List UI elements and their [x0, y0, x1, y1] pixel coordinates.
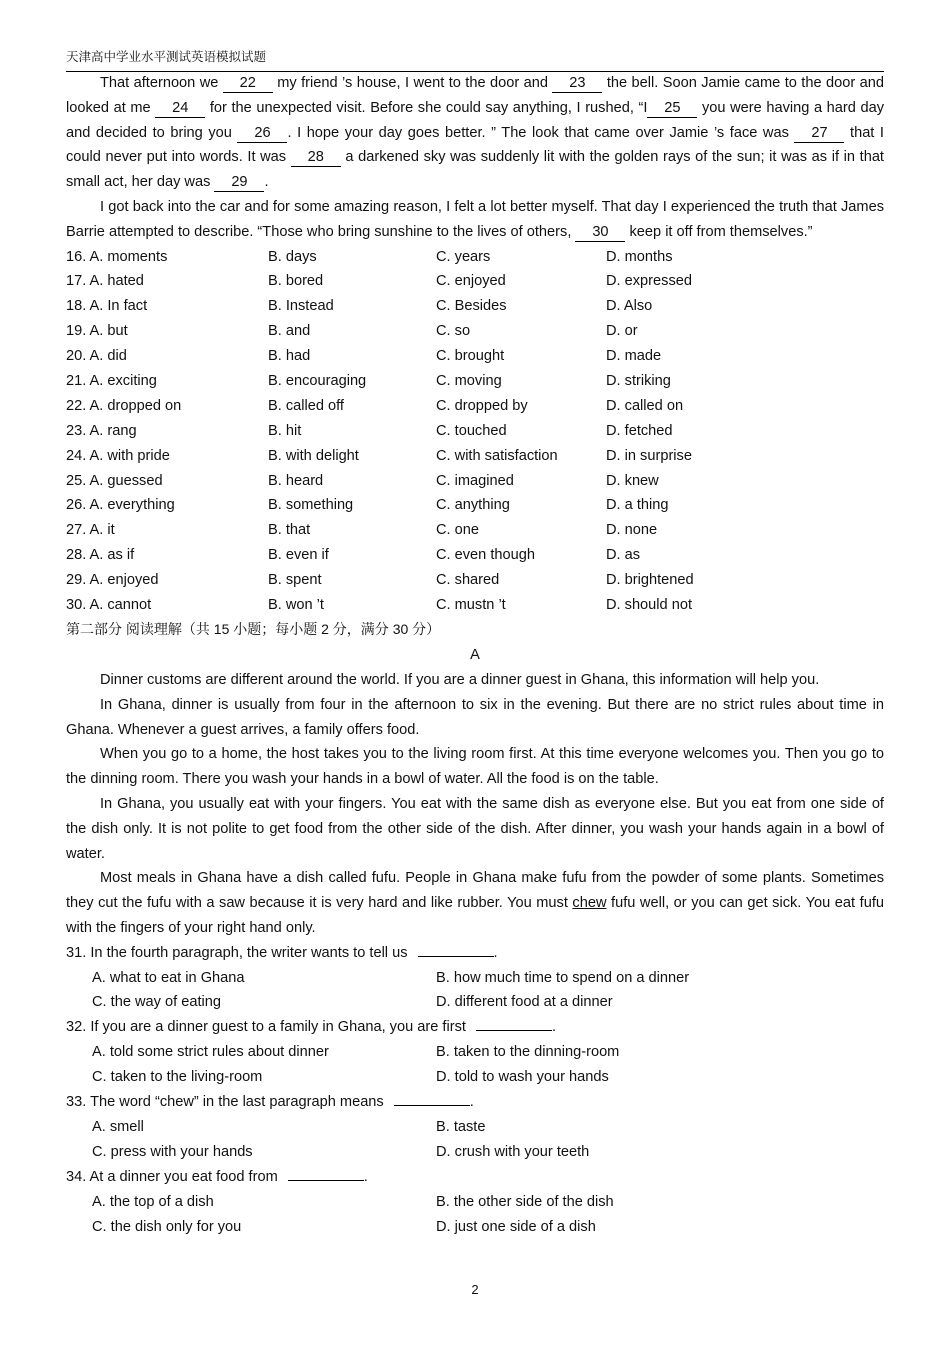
options-row [66, 1040, 884, 1065]
option-d: D. in surprise [606, 447, 692, 464]
option-a: A. the top of a dish [92, 1193, 214, 1210]
blank-27: 27 [794, 124, 844, 143]
reading-paragraph-1: Dinner customs are different around the world. If you are a dinner guest in Ghana, this information will help you. [100, 671, 820, 688]
option-b: B. the other side of the dish [436, 1193, 614, 1210]
choice-row [66, 269, 884, 294]
option-d: D. none [606, 522, 658, 539]
option-d: D. fetched [606, 422, 673, 439]
option-b: B. that [268, 522, 311, 539]
passage-label: A [470, 646, 480, 663]
option-a: 29. A. enjoyed [66, 572, 159, 589]
text-run: my friend ’s house, I went to the door and [272, 75, 553, 91]
option-b: B. and [268, 323, 311, 340]
page-header: 天津高中学业水平测试英语模拟试题 [66, 47, 884, 72]
blank-25: 25 [647, 99, 697, 118]
option-d: D. months [606, 248, 673, 265]
option-b: B. won ’t [268, 597, 324, 614]
text-run: . [264, 174, 269, 191]
option-b: B. even if [268, 547, 329, 564]
option-a: A. what to eat in Ghana [92, 969, 245, 986]
choice-row [66, 319, 884, 344]
text-run: keep it off from themselves.” [625, 223, 813, 240]
option-b: B. with delight [268, 447, 359, 464]
text-run: I got back into the car and for some amazing reason, I felt a lot better myself. That day I experienced the truth that James Barrie attempted to describe. “Those who bring sunshine to the lives of others, [66, 198, 884, 240]
choice-row [66, 344, 884, 369]
options-row [66, 1115, 884, 1140]
text-run: That afternoon we [100, 75, 223, 91]
option-b: B. taken to the dinning-room [436, 1044, 620, 1061]
option-a: A. smell [92, 1118, 144, 1135]
option-a: 19. A. but [66, 323, 128, 340]
options-row [66, 966, 884, 991]
option-b: B. days [268, 248, 317, 265]
option-b: B. encouraging [268, 373, 367, 390]
choice-row [66, 469, 884, 494]
option-b: B. heard [268, 472, 324, 489]
question-text: 33. The word “chew” in the last paragraph means [66, 1094, 384, 1111]
option-c: C. one [436, 522, 479, 539]
option-d: D. just one side of a dish [436, 1218, 596, 1235]
answer-blank [418, 942, 494, 957]
choice-row [66, 294, 884, 319]
cloze-paragraph-1 [66, 71, 884, 195]
question-text: 34. At a dinner you eat food from [66, 1168, 278, 1185]
options-row [66, 1190, 884, 1215]
reading-paragraph-5 [66, 866, 884, 940]
question-text: 32. If you are a dinner guest to a family in Ghana, you are first [66, 1019, 466, 1036]
option-a: 17. A. hated [66, 273, 144, 290]
option-d: D. made [606, 348, 662, 365]
option-c: C. brought [436, 348, 505, 365]
option-b: B. Instead [268, 298, 334, 315]
option-a: 21. A. exciting [66, 373, 157, 390]
option-a: 18. A. In fact [66, 298, 148, 315]
text-run: Most meals in Ghana have a dish called fufu. People in Ghana make fufu from the powder of some plants. Sometimes they cut the fufu with a saw because it is very hard and like rubber. You must [66, 870, 884, 912]
option-c: C. enjoyed [436, 273, 506, 290]
blank-24: 24 [155, 99, 205, 118]
option-d: D. Also [606, 298, 653, 315]
option-d: D. different food at a dinner [436, 994, 613, 1011]
option-d: D. striking [606, 373, 671, 390]
option-a: 16. A. moments [66, 248, 168, 265]
reading-paragraph-2: In Ghana, dinner is usually from four in the afternoon to six in the evening. But there are no strict rules about time in Ghana. Whenever a guest arrives, a family offers food. [66, 696, 884, 738]
choice-row [66, 419, 884, 444]
choice-row [66, 394, 884, 419]
option-c: C. shared [436, 572, 500, 589]
question-text: 31. In the fourth paragraph, the writer wants to tell us [66, 944, 408, 961]
text-run: a darkened sky was suddenly lit with the golden rays of the sun; it was as if in that small act, her day was [66, 149, 884, 191]
options-row [66, 1215, 884, 1240]
choice-row [66, 493, 884, 518]
text-run: that I could never put into words. It was [66, 124, 884, 166]
reading-paragraph-3: When you go to a home, the host takes you to the living room first. At this time everyone welcomes you. Then you go to the dinning room. There you wash your hands in a bowl of water. All the food is on the table. [66, 746, 884, 788]
blank-22: 22 [223, 74, 273, 93]
option-c: C. the way of eating [92, 994, 221, 1011]
option-d: D. knew [606, 472, 659, 489]
page-content [66, 71, 884, 1239]
option-d: D. or [606, 323, 638, 340]
option-c: C. press with your hands [92, 1143, 253, 1160]
option-c: C. anything [436, 497, 510, 514]
option-c: C. imagined [436, 472, 514, 489]
question-stem: 34. At a dinner you eat food from . [66, 1165, 884, 1190]
question-stem: 32. If you are a dinner guest to a family in Ghana, you are first . [66, 1015, 884, 1040]
option-a: 26. A. everything [66, 497, 175, 514]
text-run: the bell. Soon Jamie came to the door and looked at me [66, 75, 884, 116]
option-d: D. as [606, 547, 641, 564]
blank-30: 30 [575, 223, 625, 242]
option-d: D. brightened [606, 572, 694, 589]
page-number: 2 [471, 1282, 479, 1297]
option-c: C. mustn ’t [436, 597, 506, 614]
choice-row [66, 245, 884, 270]
option-b: B. something [268, 497, 354, 514]
option-d: D. expressed [606, 273, 692, 290]
option-b: B. called off [268, 397, 344, 414]
option-b: B. how much time to spend on a dinner [436, 969, 690, 986]
cloze-choices [66, 245, 884, 618]
question-stem: 33. The word “chew” in the last paragraph means . [66, 1090, 884, 1115]
reading-paragraph-4: In Ghana, you usually eat with your fingers. You eat with the same dish as everyone else. But you eat from one side of the dish only. It is not polite to get food from the other side of the dish. After dinner, you wash your hands again in a bowl of water. [66, 795, 884, 862]
option-d: D. should not [606, 597, 692, 614]
choice-row [66, 543, 884, 568]
options-row [66, 1140, 884, 1165]
option-a: 22. A. dropped on [66, 397, 182, 414]
word-chew: chew [572, 895, 607, 912]
option-a: 24. A. with pride [66, 447, 170, 464]
options-row [66, 990, 884, 1015]
option-d: D. told to wash your hands [436, 1069, 609, 1086]
option-a: 27. A. it [66, 522, 115, 539]
option-b: B. spent [268, 572, 322, 589]
choice-row [66, 518, 884, 543]
answer-blank [476, 1016, 552, 1031]
option-d: D. a thing [606, 497, 669, 514]
question-list [66, 941, 884, 1240]
choice-row [66, 444, 884, 469]
section-title: 第二部分 阅读理解（共 15 小题；每小题 2 分，满分 30 分） [66, 620, 441, 637]
option-c: C. dropped by [436, 397, 528, 414]
option-d: D. crush with your teeth [436, 1143, 590, 1160]
blank-26: 26 [237, 124, 287, 143]
choice-row [66, 568, 884, 593]
option-a: 28. A. as if [66, 547, 135, 564]
option-b: B. bored [268, 273, 324, 290]
option-a: 30. A. cannot [66, 597, 152, 614]
option-b: B. had [268, 348, 311, 365]
blank-23: 23 [552, 74, 602, 93]
option-a: 23. A. rang [66, 422, 137, 439]
text-run: . I hope your day goes better. ” The look that came over Jamie ’s face was [287, 124, 795, 141]
blank-29: 29 [214, 173, 264, 192]
option-a: 25. A. guessed [66, 472, 163, 489]
option-c: C. years [436, 248, 491, 265]
option-c: C. moving [436, 373, 502, 390]
option-c: C. Besides [436, 298, 507, 315]
option-c: C. with satisfaction [436, 447, 558, 464]
option-b: B. hit [268, 422, 302, 439]
option-c: C. even though [436, 547, 535, 564]
option-b: B. taste [436, 1118, 486, 1135]
text-run: you were having a hard day and decided to bring you [66, 99, 884, 141]
option-c: C. touched [436, 422, 507, 439]
option-c: C. taken to the living-room [92, 1069, 263, 1086]
option-d: D. called on [606, 397, 684, 414]
blank-28: 28 [291, 148, 341, 167]
question-stem: 31. In the fourth paragraph, the writer wants to tell us . [66, 941, 884, 966]
cloze-paragraph-2 [66, 195, 884, 245]
option-a: 20. A. did [66, 348, 127, 365]
answer-blank [288, 1166, 364, 1181]
option-a: A. told some strict rules about dinner [92, 1044, 329, 1061]
text-run: for the unexpected visit. Before she could say anything, I rushed, “I [205, 99, 648, 116]
text-run: fufu well, or you can get sick. You eat fufu with the fingers of your right hand only. [66, 895, 884, 936]
choice-row [66, 369, 884, 394]
options-row [66, 1065, 884, 1090]
option-c: C. so [436, 323, 471, 340]
option-c: C. the dish only for you [92, 1218, 242, 1235]
answer-blank [394, 1091, 470, 1106]
choice-row [66, 593, 884, 618]
